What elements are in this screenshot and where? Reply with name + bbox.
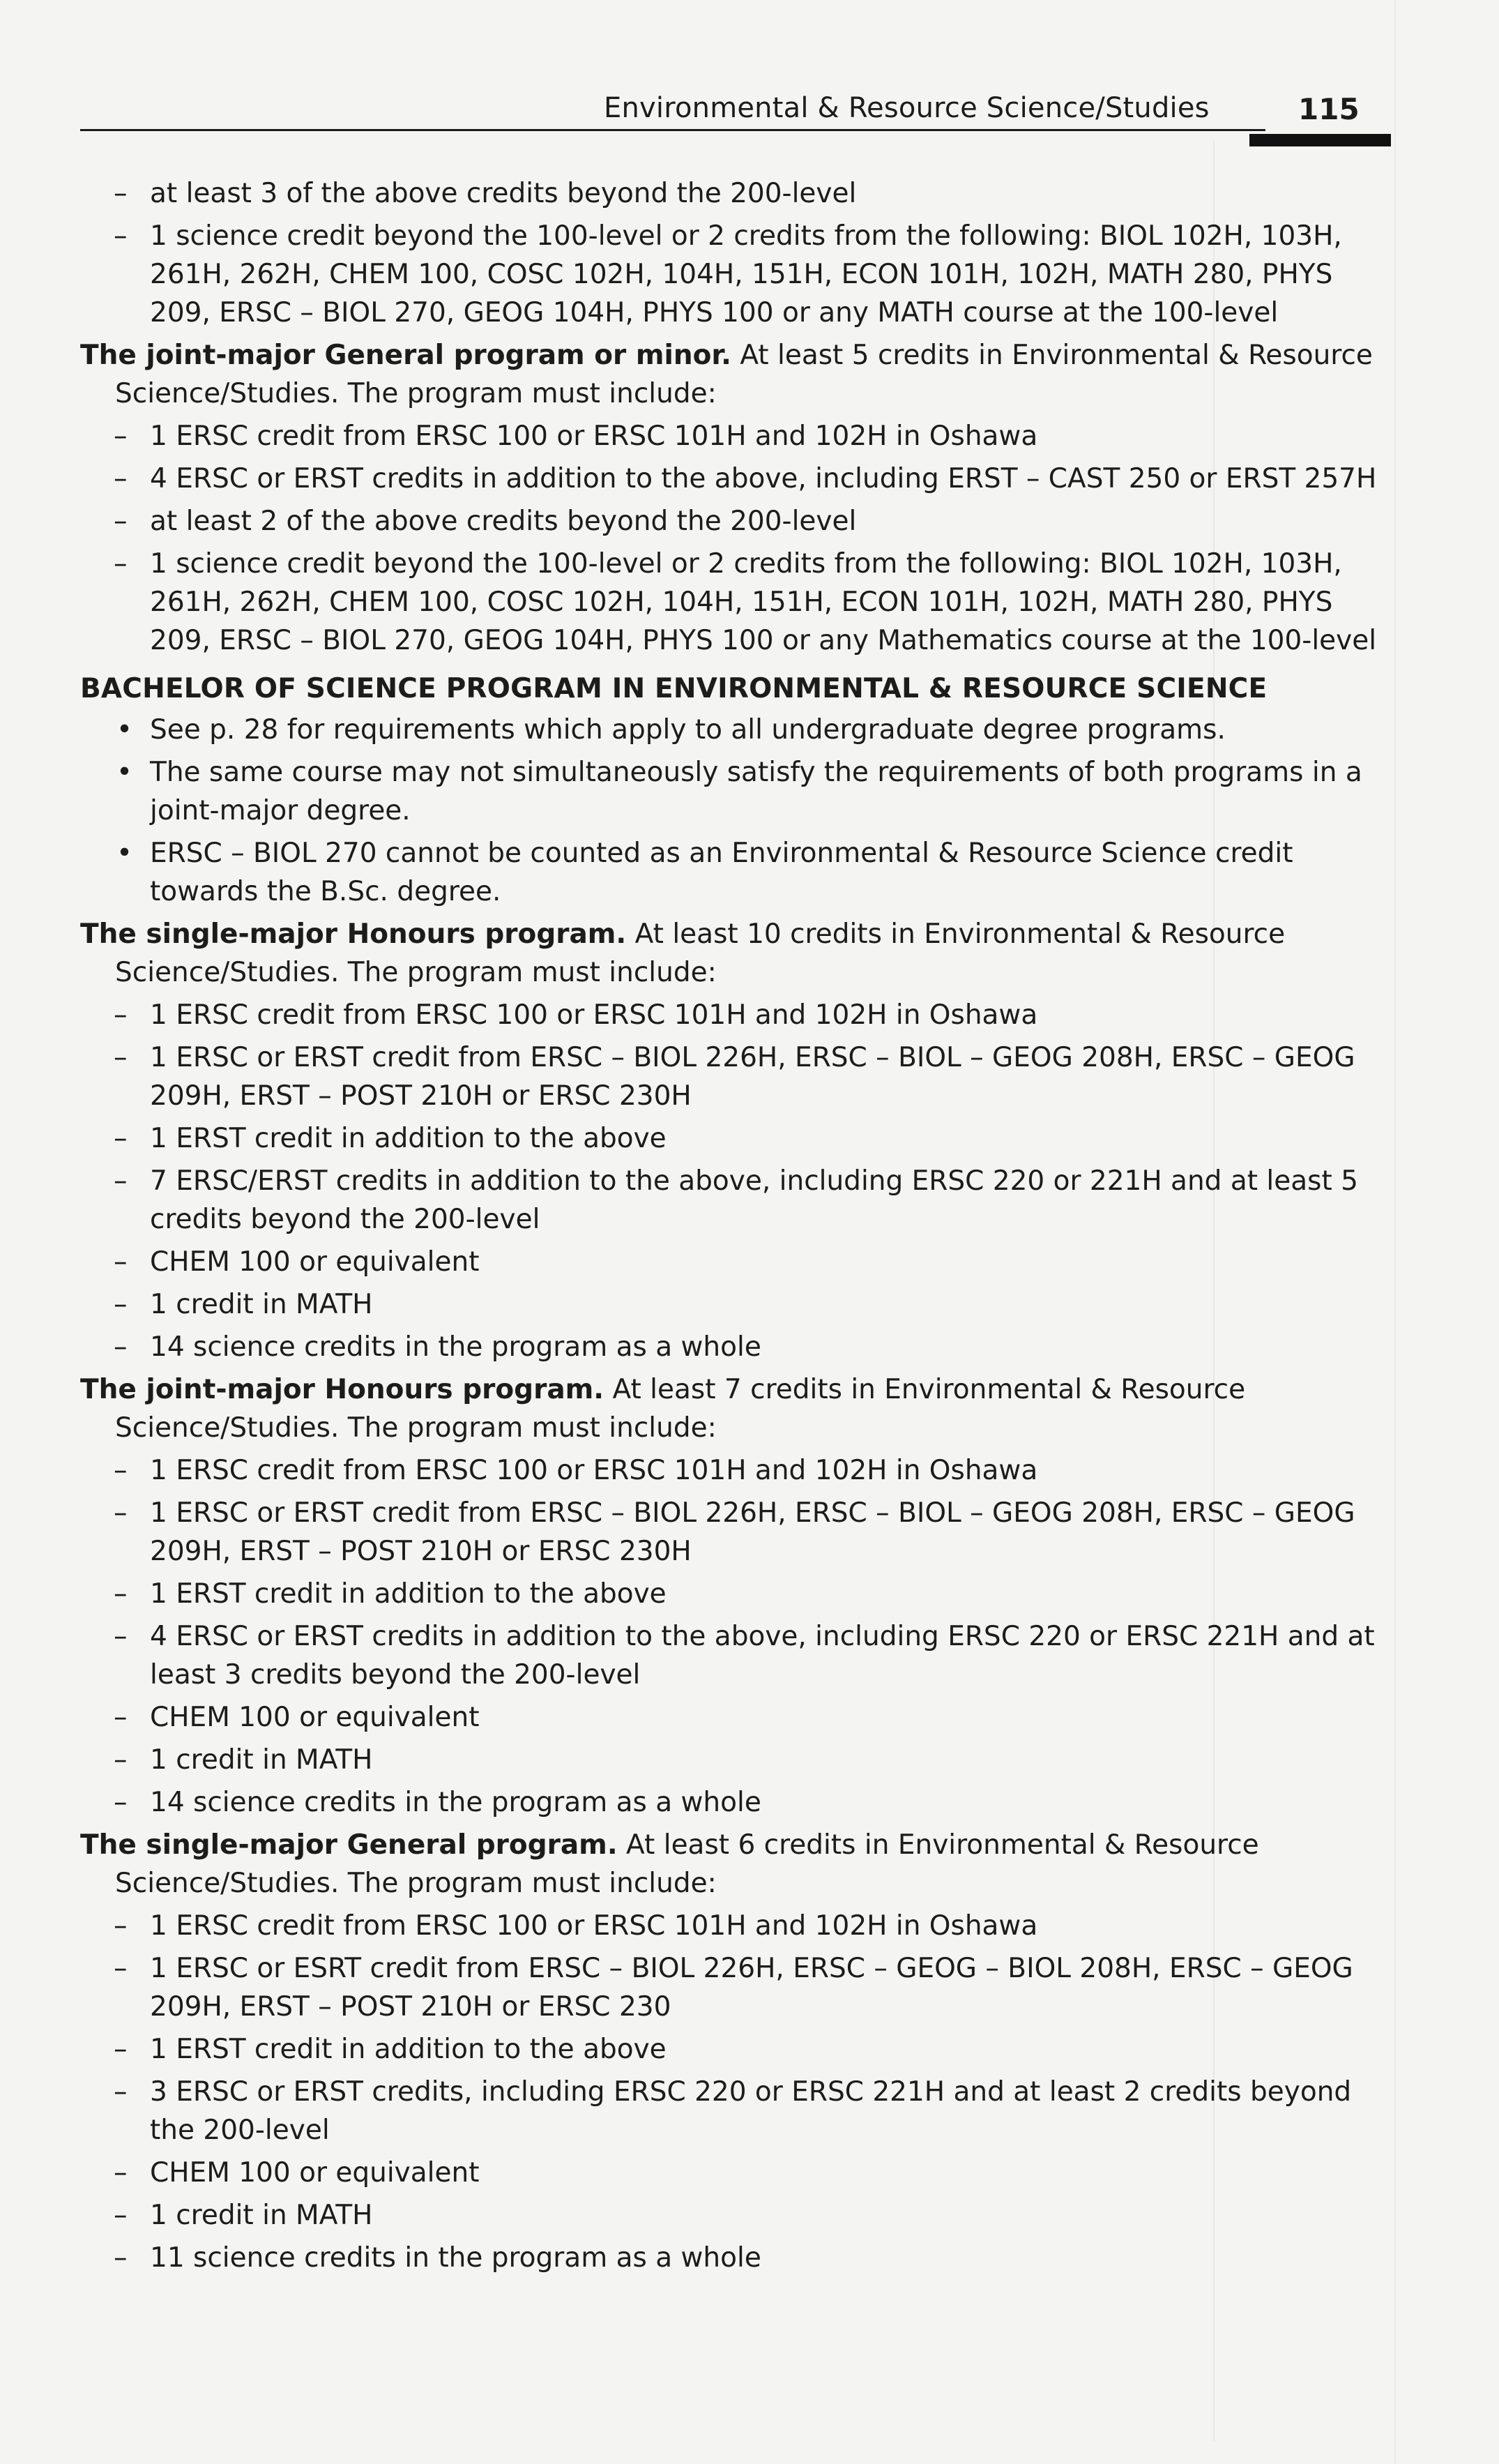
program-intro: At least 7 credits in Environmental & Resource Science/Studies. The program must include: [115, 1374, 1246, 1444]
program-title: The single-major Honours program. [80, 919, 627, 950]
bullet-marker: • [116, 838, 133, 869]
requirement-item: – 1 ERSC or ESRT credit from ERSC – BIOL 226H, ERSC – GEOG – BIOL 208H, ERSC – GEOG 209H, ERST – POST 210H or ERSC 230 [80, 1949, 1394, 2026]
program-intro: At least 6 credits in Environmental & Resource Science/Studies. The program must include: [115, 1829, 1259, 1899]
program-joint-major-honours [80, 1370, 1394, 1822]
requirement-item: – 1 credit in MATH [80, 1741, 1394, 1779]
dash-marker: – [114, 1042, 128, 1073]
requirement-item: – 14 science credits in the program as a whole [80, 1783, 1394, 1822]
dash-marker: – [114, 1123, 128, 1154]
bullet-marker: • [116, 714, 133, 746]
requirement-item: – 1 ERSC credit from ERSC 100 or ERSC 101H and 102H in Oshawa [80, 1907, 1394, 1945]
requirement-item: – 1 science credit beyond the 100-level or 2 credits from the following: BIOL 102H, 103H, 261H, 262H, CHEM 100, COSC 102H, 104H, 151H, ECON 101H, 102H, MATH 280, PHYS 209, ERSC – BIOL 270, GEOG 104H, PHYS 100 or any MATH course at the 100-level [80, 217, 1394, 332]
program-title: The single-major General program. [80, 1829, 618, 1861]
dash-marker: – [114, 1787, 128, 1818]
dash-marker: – [114, 2157, 128, 2189]
requirement-item: – 1 ERST credit in addition to the above [80, 1119, 1394, 1158]
requirement-item: – 4 ERSC or ERST credits in addition to the above, including ERSC 220 or ERSC 221H and at least 3 credits beyond the 200-level [80, 1617, 1394, 1694]
requirement-item: – CHEM 100 or equivalent [80, 2154, 1394, 2192]
dash-marker: – [114, 1165, 128, 1197]
program-intro: At least 5 credits in Environmental & Resource Science/Studies. The program must include: [115, 340, 1373, 409]
dash-marker: – [114, 1497, 128, 1529]
header-rule-accent [1249, 134, 1391, 146]
dash-marker: – [114, 1744, 128, 1776]
header-rule [80, 129, 1265, 131]
program-title: The joint-major Honours program. [80, 1374, 604, 1405]
note-item: • The same course may not simultaneously satisfy the requirements of both programs in a joint-major degree. [80, 753, 1394, 830]
bsc-notes [80, 711, 1394, 911]
requirement-item: – 1 credit in MATH [80, 2196, 1394, 2235]
running-head: Environmental & Resource Science/Studies [604, 92, 1210, 124]
dash-marker: – [114, 2242, 128, 2274]
dash-marker: – [114, 220, 128, 252]
scan-edge-line [1394, 0, 1396, 2464]
dash-marker: – [114, 1578, 128, 1610]
requirement-item: – 7 ERSC/ERST credits in addition to the above, including ERSC 220 or 221H and at least 5 credits beyond the 200-level [80, 1162, 1394, 1239]
dash-marker: – [114, 2076, 128, 2108]
program-single-major-general [80, 1826, 1394, 2277]
program-title: The joint-major General program or minor. [80, 340, 731, 371]
requirement-item: – at least 2 of the above credits beyond the 200-level [80, 502, 1394, 541]
dash-marker: – [114, 1289, 128, 1320]
requirement-item: – 1 ERST credit in addition to the above [80, 1575, 1394, 1613]
dash-marker: – [114, 506, 128, 537]
program-description [80, 336, 1394, 413]
requirement-item: – 1 ERSC credit from ERSC 100 or ERSC 101H and 102H in Oshawa [80, 996, 1394, 1034]
requirement-item: – 1 ERSC credit from ERSC 100 or ERSC 101H and 102H in Oshawa [80, 1451, 1394, 1490]
requirement-item: – 4 ERSC or ERST credits in addition to the above, including ERST – CAST 250 or ERST 257H [80, 460, 1394, 498]
program-description [80, 915, 1394, 992]
program-single-major-honours [80, 915, 1394, 1366]
continued-requirements [80, 174, 1394, 332]
note-item: • ERSC – BIOL 270 cannot be counted as an Environmental & Resource Science credit towards the B.Sc. degree. [80, 834, 1394, 911]
section-heading: BACHELOR OF SCIENCE PROGRAM IN ENVIRONMENTAL & RESOURCE SCIENCE [80, 673, 1268, 704]
requirement-item: – CHEM 100 or equivalent [80, 1243, 1394, 1281]
requirement-item: – CHEM 100 or equivalent [80, 1698, 1394, 1737]
dash-marker: – [114, 1910, 128, 1942]
dash-marker: – [114, 548, 128, 580]
dash-marker: – [114, 178, 128, 209]
requirement-item: – at least 3 of the above credits beyond the 200-level [80, 174, 1394, 213]
requirement-item: – 3 ERSC or ERST credits, including ERSC 220 or ERSC 221H and at least 2 credits beyond the 200-level [80, 2073, 1394, 2149]
dash-marker: – [114, 2200, 128, 2231]
dash-marker: – [114, 1455, 128, 1486]
program-description [80, 1826, 1394, 1903]
dash-marker: – [114, 421, 128, 452]
requirement-item: – 14 science credits in the program as a whole [80, 1328, 1394, 1366]
requirement-item: – 1 ERSC credit from ERSC 100 or ERSC 101H and 102H in Oshawa [80, 417, 1394, 455]
dash-marker: – [114, 1953, 128, 1984]
dash-marker: – [114, 1246, 128, 1278]
requirement-item: – 11 science credits in the program as a whole [80, 2239, 1394, 2277]
requirement-item: – 1 ERST credit in addition to the above [80, 2030, 1394, 2069]
requirement-item: – 1 credit in MATH [80, 1285, 1394, 1324]
dash-marker: – [114, 1331, 128, 1363]
dash-marker: – [114, 1702, 128, 1733]
requirement-item: – 1 ERSC or ERST credit from ERSC – BIOL 226H, ERSC – BIOL – GEOG 208H, ERSC – GEOG 209H, ERST – POST 210H or ERSC 230H [80, 1494, 1394, 1571]
page-content [80, 174, 1394, 2281]
requirement-item: – 1 science credit beyond the 100-level or 2 credits from the following: BIOL 102H, 103H, 261H, 262H, CHEM 100, COSC 102H, 104H, 151H, ECON 101H, 102H, MATH 280, PHYS 209, ERSC – BIOL 270, GEOG 104H, PHYS 100 or any Mathematics course at the 100-level [80, 545, 1394, 660]
dash-marker: – [114, 2034, 128, 2065]
dash-marker: – [114, 463, 128, 494]
dash-marker: – [114, 1621, 128, 1652]
program-description [80, 1370, 1394, 1447]
dash-marker: – [114, 999, 128, 1031]
program-intro: At least 10 credits in Environmental & Resource Science/Studies. The program must include: [115, 919, 1286, 988]
program-joint-major-general [80, 336, 1394, 660]
page-number: 115 [1298, 92, 1360, 126]
note-item: • See p. 28 for requirements which apply to all undergraduate degree programs. [80, 711, 1394, 749]
bullet-marker: • [116, 757, 133, 788]
requirement-item: – 1 ERSC or ERST credit from ERSC – BIOL 226H, ERSC – BIOL – GEOG 208H, ERSC – GEOG 209H, ERST – POST 210H or ERSC 230H [80, 1038, 1394, 1115]
